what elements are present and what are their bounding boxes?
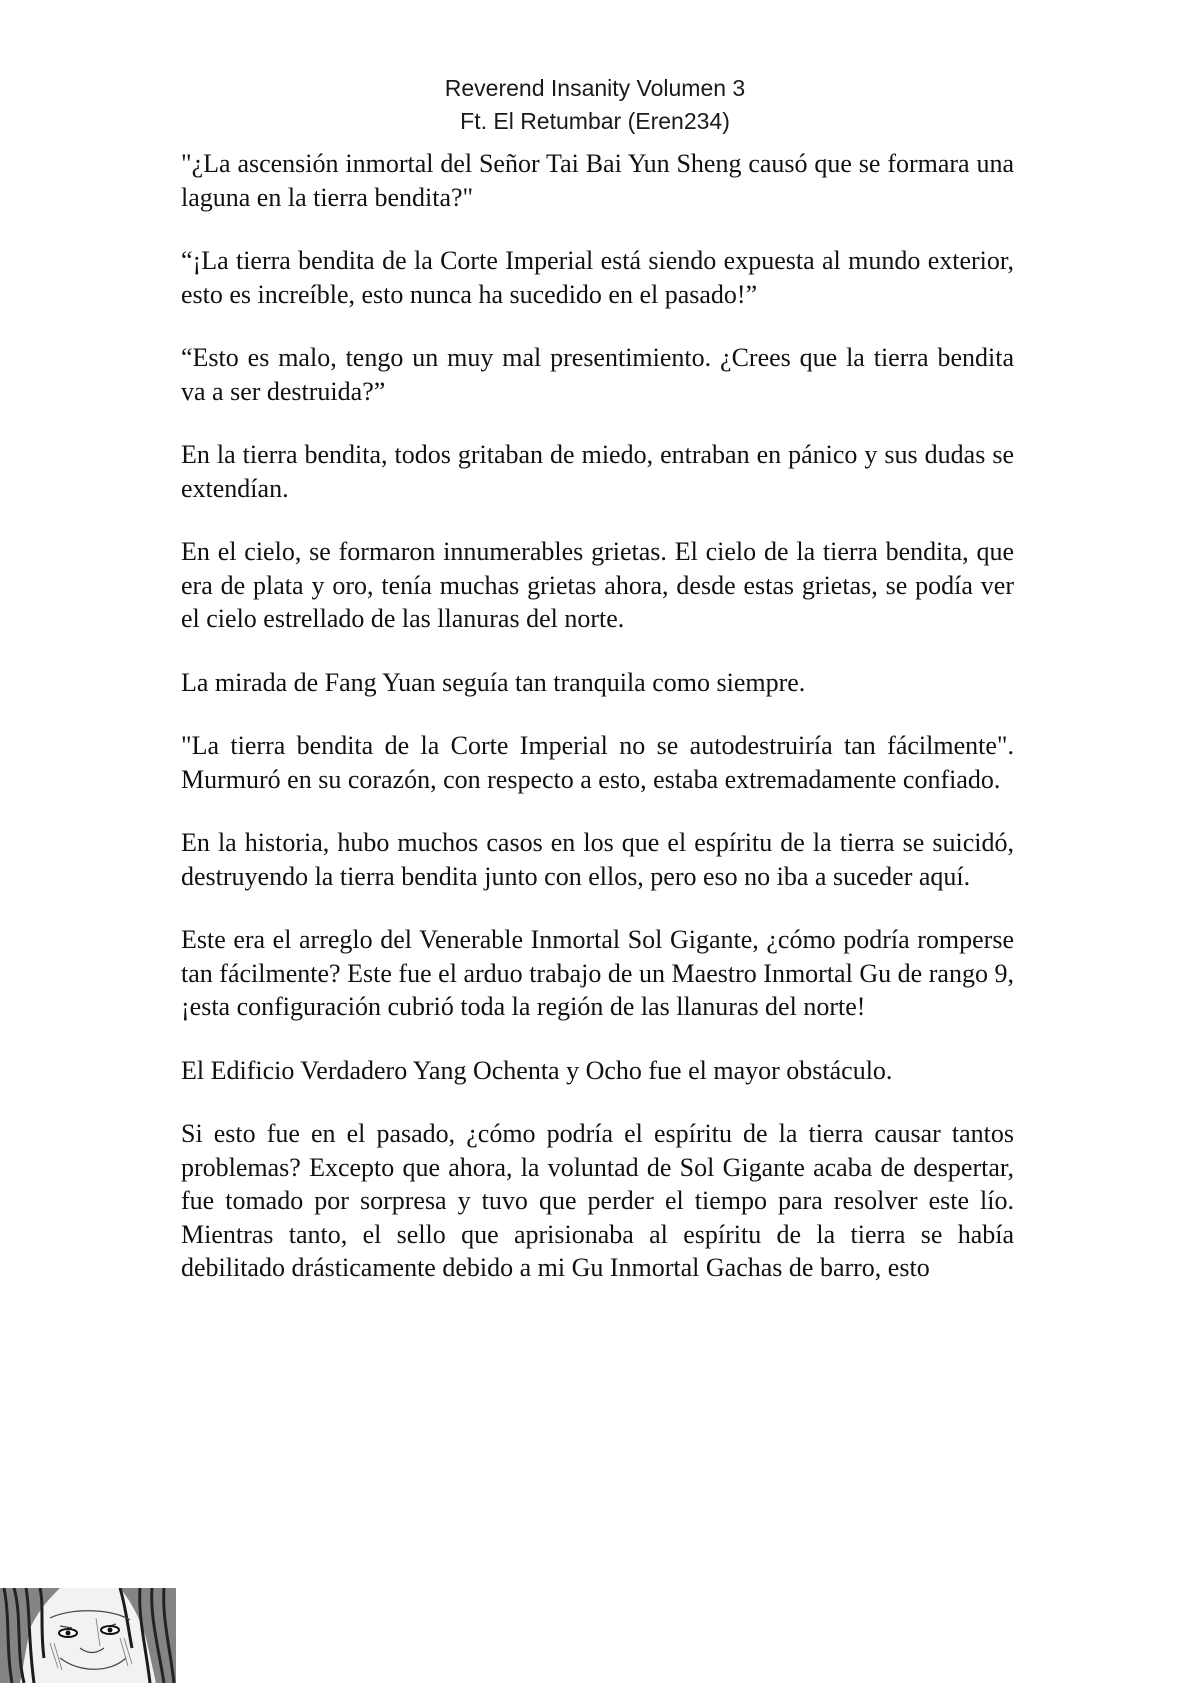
character-portrait-image [0, 1588, 176, 1683]
paragraph: “Esto es malo, tengo un muy mal presentimiento. ¿Crees que la tierra bendita va a ser destruida?” [181, 343, 1014, 406]
paragraph: La mirada de Fang Yuan seguía tan tranquila como siempre. [181, 667, 806, 697]
paragraph: Si esto fue en el pasado, ¿cómo podría el espíritu de la tierra causar tantos problemas? Excepto que ahora, la voluntad de Sol Gigante acaba de despertar, fue tomado por sorpresa y tuvo que perder el tiempo para resolver este lío. Mientras tanto, el sello que aprisionaba al espíritu de la tierra se había debilitado drásticamente debido a mi Gu Inmortal Gachas de barro, esto [181, 1119, 1014, 1282]
header-subtitle: Ft. El Retumbar (Eren234) [460, 108, 730, 134]
paragraph: El Edificio Verdadero Yang Ochenta y Ocho fue el mayor obstáculo. [181, 1055, 893, 1085]
paragraph: “¡La tierra bendita de la Corte Imperial está siendo expuesta al mundo exterior, esto es increíble, esto nunca ha sucedido en el pasado!” [181, 246, 1014, 309]
paragraph: "¿La ascensión inmortal del Señor Tai Bai Yun Sheng causó que se formara una laguna en la tierra bendita?" [181, 149, 1014, 212]
paragraph: En la historia, hubo muchos casos en los que el espíritu de la tierra se suicidó, destruyendo la tierra bendita junto con ellos, pero eso no iba a suceder aquí. [181, 828, 1014, 891]
paragraph: En la tierra bendita, todos gritaban de miedo, entraban en pánico y sus dudas se extendían. [181, 440, 1014, 503]
header-title: Reverend Insanity Volumen 3 [444, 75, 746, 101]
paragraph: En el cielo, se formaron innumerables grietas. El cielo de la tierra bendita, que era de plata y oro, tenía muchas grietas ahora, desde estas grietas, se podía ver el cielo estrellado de las llanuras del norte. [181, 537, 1014, 633]
paragraph: Este era el arreglo del Venerable Inmortal Sol Gigante, ¿cómo podría romperse tan fácilmente? Este fue el arduo trabajo de un Maestro Inmortal Gu de rango 9, ¡esta configuración cubrió toda la región de las llanuras del norte! [181, 925, 1014, 1021]
paragraph: "La tierra bendita de la Corte Imperial no se autodestruiría tan fácilmente". Murmuró en su corazón, con respecto a esto, estaba extremadamente confiado. [181, 731, 1014, 794]
portrait-sketch-icon [0, 1588, 176, 1683]
chapter-body [181, 147, 1014, 1315]
page-header [0, 72, 1190, 138]
